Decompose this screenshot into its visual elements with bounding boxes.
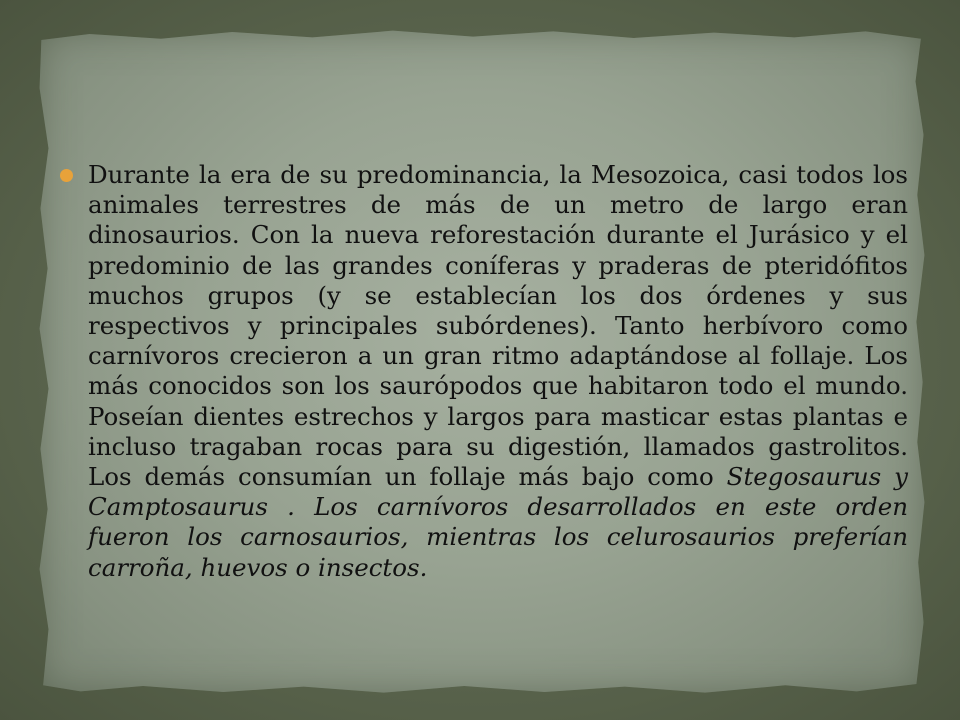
paragraph-italic-text: Stegosaurus y Camptosaurus . Los carnívoros desarrollados en este orden fueron los carnosaurios, mientras los celurosaurios preferían carroña, huevos o insectos. bbox=[88, 462, 908, 582]
paragraph-text: Durante la era de su predominancia, la Mesozoica, casi todos los animales terrestres de más de un metro de largo eran dinosaurios. Con la nueva reforestación durante el Jurásico y el predominio de las grandes coníferas y praderas de pteridófitos muchos grupos (y se establecían los dos órdenes y sus respectivos y principales subórdenes). Tanto herbívoro como carnívoros crecieron a un gran ritmo adaptándose al follaje. Los más conocidos son los saurópodos que habitaron todo el mundo. Poseían dientes estrechos y largos para masticar estas plantas e incluso tragaban rocas para su digestión, llamados gastrolitos. Los demás consumían un follaje más bajo como bbox=[88, 160, 908, 492]
bullet-dot-icon bbox=[60, 169, 73, 182]
bullet-paragraph bbox=[88, 160, 908, 583]
bullet-item bbox=[60, 160, 908, 583]
slide-content bbox=[60, 160, 908, 583]
